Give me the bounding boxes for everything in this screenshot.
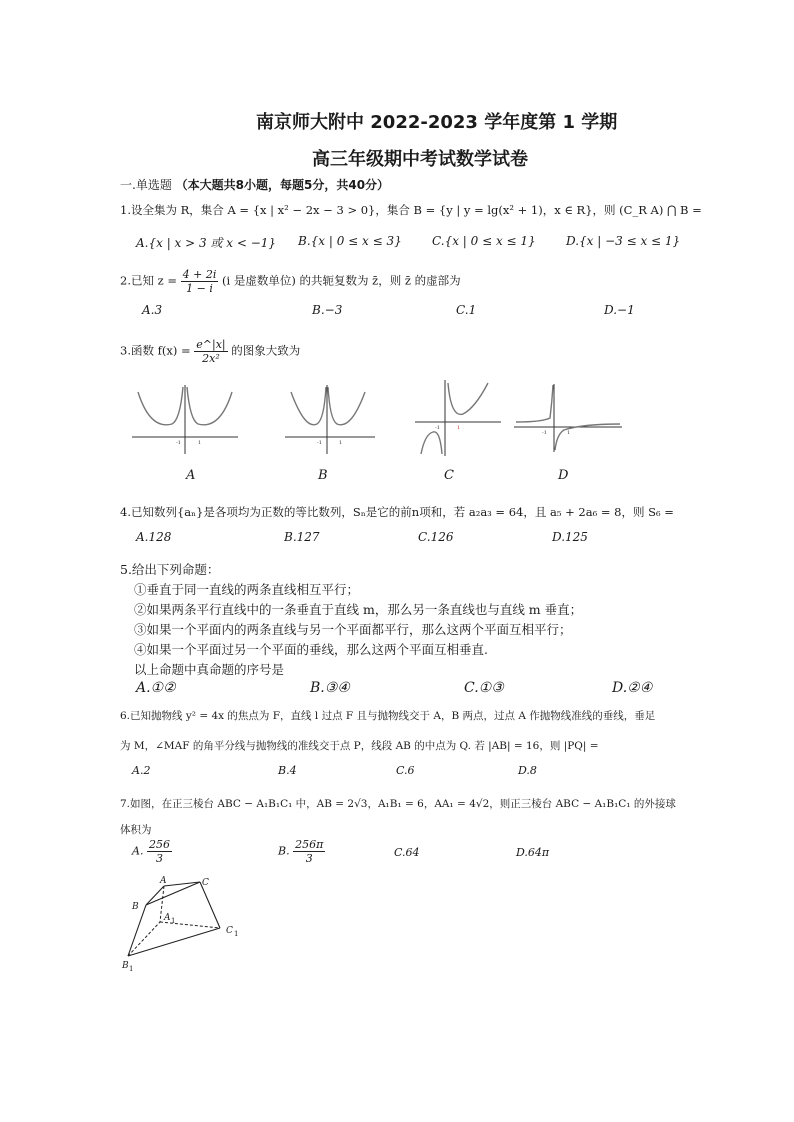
q2-option-d: D.−1 xyxy=(604,303,635,317)
figure-label-a1-sub: 1 xyxy=(171,917,176,925)
q7-option-b xyxy=(278,838,325,865)
svg-text:-1: -1 xyxy=(176,440,181,446)
q3-graph-d xyxy=(512,382,624,454)
section-heading xyxy=(120,176,389,193)
q4-option-d: D.125 xyxy=(552,530,588,544)
q6-option-a: A.2 xyxy=(132,764,151,777)
q7-line1: 7.如图，在正三棱台 ABC − A₁B₁C₁ 中，AB = 2√3，A₁B₁ = 6，AA₁ = 4√2，则正三棱台 ABC − A₁B₁C₁ 的外接球 xyxy=(120,798,676,810)
q3-fraction xyxy=(194,338,227,365)
q2-suffix: (i 是虚数单位) 的共轭复数为 z̄，则 z̄ 的虚部为 xyxy=(222,273,461,288)
q3-graph-c xyxy=(413,378,503,458)
svg-text:1: 1 xyxy=(567,430,571,436)
q7-option-c: C.64 xyxy=(394,846,420,859)
section-info: （本大题共8小题，每题5分，共40分） xyxy=(175,178,390,192)
svg-text:1: 1 xyxy=(339,440,343,446)
svg-text:-1: -1 xyxy=(542,430,547,436)
figure-label-b1: B xyxy=(122,961,129,971)
q3-frac-num: e^|x| xyxy=(196,338,226,351)
q2-frac-num: 4 + 2i xyxy=(182,268,217,281)
q1-option-c: C.{x | 0 ≤ x ≤ 1} xyxy=(432,234,536,248)
q7-option-b-den: 3 xyxy=(305,852,313,865)
q1-option-d: D.{x | −3 ≤ x ≤ 1} xyxy=(566,234,681,248)
q3-graph-b xyxy=(283,382,378,457)
figure-label-c: C xyxy=(202,878,209,888)
q2-fraction xyxy=(181,268,219,295)
q7-option-a xyxy=(132,838,172,865)
q7-option-a-den: 3 xyxy=(155,852,163,865)
q1-option-b: B.{x | 0 ≤ x ≤ 3} xyxy=(298,234,402,248)
q5-ask: 以上命题中真命题的序号是 xyxy=(134,662,285,677)
q5-option-a: A.①② xyxy=(136,680,176,696)
q7-line2: 体积为 xyxy=(120,824,152,836)
q7-option-a-fraction xyxy=(147,838,172,865)
q1-option-a: A.{x | x > 3 或 x < −1} xyxy=(136,236,277,250)
q5-option-d: D.②④ xyxy=(612,680,653,696)
figure-label-a: A xyxy=(160,876,167,886)
q4-option-a: A.128 xyxy=(136,530,172,544)
exam-title-line2: 高三年级期中考试数学试卷 xyxy=(312,149,528,170)
q4-option-b: B.127 xyxy=(284,530,320,544)
q7-option-b-num: 256π xyxy=(295,838,324,851)
q2-frac-den: 1 − i xyxy=(186,282,213,295)
q6-option-b: B.4 xyxy=(278,764,297,777)
q5-item-1: ①垂直于同一直线的两条直线相互平行； xyxy=(134,582,360,597)
q2-prefix: 2.已知 z = xyxy=(120,273,177,288)
section-label: 一.单选题 xyxy=(120,178,172,192)
q5-item-2: ②如果两条平行直线中的一条垂直于直线 m，那么另一条直线也与直线 m 垂直； xyxy=(134,602,583,617)
q7-option-d: D.64π xyxy=(516,846,550,859)
q7-option-a-num: 256 xyxy=(148,838,170,851)
q3-stem xyxy=(120,338,300,365)
q7-option-b-fraction xyxy=(293,838,325,865)
q5-item-4: ④如果一个平面过另一个平面的垂线，那么这两个平面互相垂直. xyxy=(134,642,488,657)
svg-text:-1: -1 xyxy=(435,425,440,431)
q6-option-c: C.6 xyxy=(396,764,415,777)
q2-option-a: A.3 xyxy=(142,303,163,317)
q2-option-b: B.−3 xyxy=(312,303,343,317)
q3-graph-label-a: A xyxy=(186,468,196,483)
q7-option-a-prefix: A. xyxy=(132,844,144,858)
figure-label-b: B xyxy=(132,902,139,912)
q5-stem: 5.给出下列命题： xyxy=(120,562,220,577)
q3-suffix: 的图象大致为 xyxy=(231,343,301,358)
q3-frac-den: 2x² xyxy=(202,352,220,365)
figure-label-c1-sub: 1 xyxy=(234,930,239,938)
q7-option-b-prefix: B. xyxy=(278,844,290,858)
q6-option-d: D.8 xyxy=(518,764,537,777)
q3-graph-label-c: C xyxy=(444,468,454,483)
q1-stem: 1.设全集为 R，集合 A = {x | x² − 2x − 3 > 0}，集合 B = {y | y = lg(x² + 1)，x ∈ R}，则 (C_R A) ⋂ B = xyxy=(120,203,702,217)
figure-label-b1-sub: 1 xyxy=(129,965,134,973)
q2-stem xyxy=(120,268,461,295)
q6-line1: 6.已知抛物线 y² = 4x 的焦点为 F，直线 l 过点 F 且与抛物线交于 A，B 两点，过点 A 作抛物线准线的垂线，垂足 xyxy=(120,710,656,722)
q3-prefix: 3.函数 f(x) = xyxy=(120,343,191,358)
svg-text:1: 1 xyxy=(198,440,202,446)
q4-option-c: C.126 xyxy=(418,530,454,544)
q6-line2: 为 M，∠MAF 的角平分线与抛物线的准线交于点 P，线段 AB 的中点为 Q. 若 |AB| = 16，则 |PQ| = xyxy=(120,740,599,752)
q2-option-c: C.1 xyxy=(456,303,477,317)
q7-frustum-figure xyxy=(118,872,248,982)
q5-option-b: B.③④ xyxy=(310,680,350,696)
q3-graph-label-d: D xyxy=(558,468,569,483)
q3-graph-a xyxy=(130,382,240,457)
q5-item-3: ③如果一个平面内的两条直线与另一个平面都平行，那么这两个平面互相平行； xyxy=(134,622,572,637)
figure-label-a1: A xyxy=(164,913,171,923)
q4-stem: 4.已知数列{aₙ}是各项均为正数的等比数列，Sₙ是它的前n项和，若 a₂a₃ = 64，且 a₅ + 2a₆ = 8，则 S₆ = xyxy=(120,505,674,519)
q3-graph-label-b: B xyxy=(318,468,328,483)
svg-text:1: 1 xyxy=(457,425,461,431)
q5-option-c: C.①③ xyxy=(464,680,504,696)
figure-label-c1: C xyxy=(226,926,233,936)
exam-title-line1: 南京师大附中 2022-2023 学年度第 1 学期 xyxy=(256,112,618,133)
svg-text:-1: -1 xyxy=(317,440,322,446)
